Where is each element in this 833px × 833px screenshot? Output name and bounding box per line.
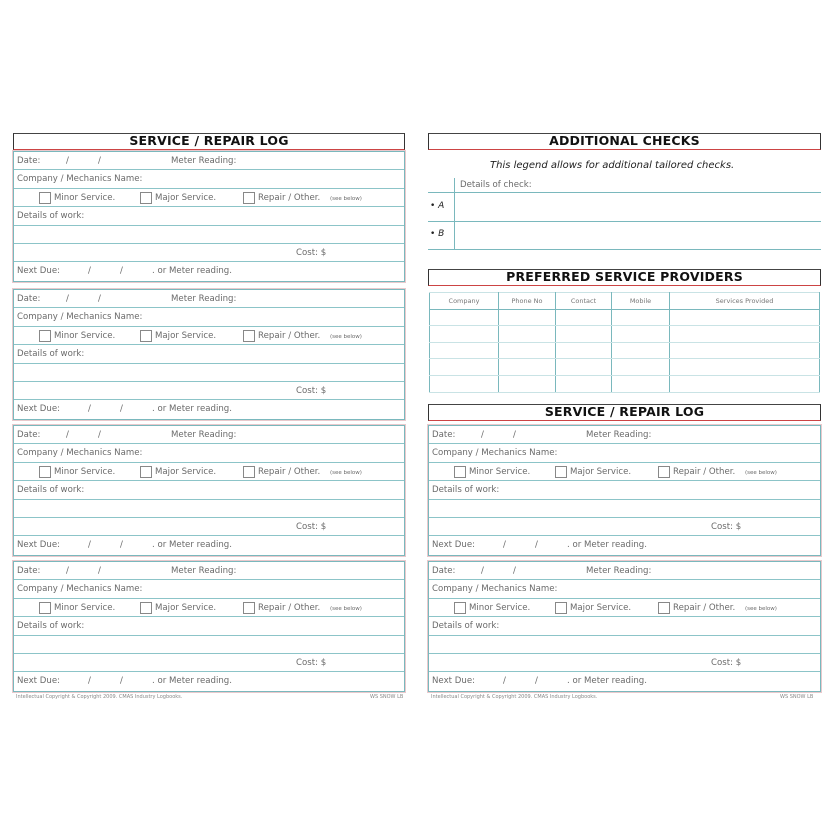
details-line[interactable] xyxy=(429,500,820,518)
major-service-label: Major Service. xyxy=(155,602,217,613)
repair-other-checkbox[interactable] xyxy=(243,466,255,478)
details-row[interactable] xyxy=(14,481,404,499)
provider-cell[interactable] xyxy=(612,309,670,326)
service-log-entry xyxy=(13,151,405,282)
checks-line xyxy=(428,249,821,250)
date-slash: / xyxy=(503,676,506,687)
check-item-a: • A xyxy=(430,201,445,211)
minor-service-label: Minor Service. xyxy=(469,466,531,477)
provider-row xyxy=(430,326,820,343)
check-b-field[interactable] xyxy=(456,222,820,249)
provider-cell[interactable] xyxy=(556,326,612,343)
company-row[interactable] xyxy=(14,308,404,326)
date-slash: / xyxy=(88,540,91,551)
provider-cell[interactable] xyxy=(430,326,499,343)
next-due-label: Next Due: xyxy=(17,540,60,551)
cost-label: Cost: $ xyxy=(296,521,327,532)
provider-cell[interactable] xyxy=(670,359,820,376)
or-meter-reading-label: . or Meter reading. xyxy=(567,540,647,551)
major-service-label: Major Service. xyxy=(155,466,217,477)
company-row[interactable] xyxy=(14,170,404,188)
date-slash: / xyxy=(120,540,123,551)
date-slash: / xyxy=(535,540,538,551)
provider-cell[interactable] xyxy=(499,342,556,359)
provider-cell[interactable] xyxy=(612,375,670,392)
see-below-note: (see below) xyxy=(745,469,777,476)
minor-service-label: Minor Service. xyxy=(54,602,116,613)
meter-reading-label: Meter Reading: xyxy=(586,430,652,440)
service-type-row xyxy=(429,599,820,617)
date-label: Date: xyxy=(432,430,456,440)
date-row[interactable] xyxy=(14,426,404,444)
next-due-row[interactable] xyxy=(14,536,404,554)
date-slash: / xyxy=(120,266,123,277)
details-label: Details of work: xyxy=(17,621,85,632)
details-line[interactable] xyxy=(14,226,404,244)
provider-cell[interactable] xyxy=(612,359,670,376)
check-a-field[interactable] xyxy=(456,193,820,220)
cost-row[interactable] xyxy=(429,654,820,672)
left-service-log-title: SERVICE / REPAIR LOG xyxy=(13,133,405,150)
meter-reading-label: Meter Reading: xyxy=(171,156,237,166)
repair-other-checkbox[interactable] xyxy=(243,192,255,204)
provider-cell[interactable] xyxy=(499,359,556,376)
minor-service-checkbox[interactable] xyxy=(454,466,466,478)
details-line[interactable] xyxy=(14,364,404,382)
date-slash: / xyxy=(120,676,123,687)
provider-row xyxy=(430,342,820,359)
date-slash: / xyxy=(66,566,69,576)
major-service-checkbox[interactable] xyxy=(140,330,152,342)
company-row[interactable] xyxy=(14,444,404,462)
details-line[interactable] xyxy=(14,500,404,518)
service-log-entry xyxy=(13,289,405,420)
date-label: Date: xyxy=(17,430,41,440)
major-service-checkbox[interactable] xyxy=(140,466,152,478)
minor-service-label: Minor Service. xyxy=(469,602,531,613)
major-service-checkbox[interactable] xyxy=(555,466,567,478)
next-due-label: Next Due: xyxy=(17,676,60,687)
see-below-note: (see below) xyxy=(330,333,362,340)
col-contact: Contact xyxy=(556,293,612,310)
providers-title: PREFERRED SERVICE PROVIDERS xyxy=(428,269,821,286)
date-slash: / xyxy=(513,430,516,440)
left-copyright-footer: Intellectual Copyright & Copyright 2009. CMAS Industry Logbooks. xyxy=(16,694,183,700)
or-meter-reading-label: . or Meter reading. xyxy=(152,266,232,277)
meter-reading-label: Meter Reading: xyxy=(586,566,652,576)
checks-divider xyxy=(454,178,455,250)
date-row[interactable] xyxy=(429,562,820,580)
minor-service-checkbox[interactable] xyxy=(39,330,51,342)
company-row[interactable] xyxy=(14,580,404,598)
cost-label: Cost: $ xyxy=(711,657,742,668)
company-row[interactable] xyxy=(429,580,820,598)
date-label: Date: xyxy=(17,294,41,304)
providers-header-row xyxy=(430,293,820,310)
company-label: Company / Mechanics Name: xyxy=(432,584,558,595)
date-slash: / xyxy=(535,676,538,687)
provider-cell[interactable] xyxy=(499,309,556,326)
details-label: Details of work: xyxy=(17,349,85,360)
provider-row xyxy=(430,359,820,376)
cost-row[interactable] xyxy=(14,244,404,262)
date-row[interactable] xyxy=(14,562,404,580)
service-type-row xyxy=(14,327,404,345)
right-service-log-title: SERVICE / REPAIR LOG xyxy=(428,404,821,421)
provider-cell[interactable] xyxy=(670,326,820,343)
company-label: Company / Mechanics Name: xyxy=(17,448,143,459)
details-label: Details of work: xyxy=(432,485,500,496)
cost-row[interactable] xyxy=(429,518,820,536)
or-meter-reading-label: . or Meter reading. xyxy=(152,676,232,687)
col-mobile: Mobile xyxy=(612,293,670,310)
minor-service-checkbox[interactable] xyxy=(39,466,51,478)
date-slash: / xyxy=(88,676,91,687)
details-row[interactable] xyxy=(429,481,820,499)
date-slash: / xyxy=(98,566,101,576)
repair-other-label: Repair / Other. xyxy=(673,602,736,613)
date-slash: / xyxy=(120,404,123,415)
date-slash: / xyxy=(503,540,506,551)
date-slash: / xyxy=(98,294,101,304)
details-of-check-label: Details of check: xyxy=(460,180,532,190)
provider-cell[interactable] xyxy=(612,326,670,343)
provider-cell[interactable] xyxy=(556,375,612,392)
or-meter-reading-label: . or Meter reading. xyxy=(152,540,232,551)
major-service-label: Major Service. xyxy=(570,602,632,613)
date-slash: / xyxy=(88,266,91,277)
date-slash: / xyxy=(66,156,69,166)
minor-service-label: Minor Service. xyxy=(54,192,116,203)
provider-cell[interactable] xyxy=(499,375,556,392)
details-row[interactable] xyxy=(429,617,820,635)
provider-cell[interactable] xyxy=(670,309,820,326)
details-label: Details of work: xyxy=(17,485,85,496)
or-meter-reading-label: . or Meter reading. xyxy=(567,676,647,687)
cost-label: Cost: $ xyxy=(296,657,327,668)
minor-service-checkbox[interactable] xyxy=(39,602,51,614)
major-service-checkbox[interactable] xyxy=(140,192,152,204)
service-log-entry xyxy=(13,561,405,692)
cost-row[interactable] xyxy=(14,518,404,536)
details-label: Details of work: xyxy=(432,621,500,632)
next-due-label: Next Due: xyxy=(432,540,475,551)
provider-cell[interactable] xyxy=(430,309,499,326)
next-due-row[interactable] xyxy=(429,536,820,554)
service-log-entry xyxy=(13,425,405,556)
repair-other-label: Repair / Other. xyxy=(258,466,321,477)
service-type-row xyxy=(14,189,404,207)
date-row[interactable] xyxy=(14,290,404,308)
repair-other-label: Repair / Other. xyxy=(258,602,321,613)
cost-row[interactable] xyxy=(14,382,404,400)
repair-other-label: Repair / Other. xyxy=(258,192,321,203)
minor-service-checkbox[interactable] xyxy=(39,192,51,204)
meter-reading-label: Meter Reading: xyxy=(171,430,237,440)
providers-table xyxy=(429,292,820,393)
meter-reading-label: Meter Reading: xyxy=(171,294,237,304)
provider-cell[interactable] xyxy=(670,342,820,359)
minor-service-label: Minor Service. xyxy=(54,466,116,477)
details-row[interactable] xyxy=(14,617,404,635)
company-label: Company / Mechanics Name: xyxy=(432,448,558,459)
col-services: Services Provided xyxy=(670,293,820,310)
date-slash: / xyxy=(88,404,91,415)
provider-cell[interactable] xyxy=(556,359,612,376)
service-type-row xyxy=(14,599,404,617)
next-due-row[interactable] xyxy=(14,672,404,690)
provider-cell[interactable] xyxy=(430,359,499,376)
repair-other-checkbox[interactable] xyxy=(658,602,670,614)
service-log-entry xyxy=(428,425,821,556)
repair-other-checkbox[interactable] xyxy=(658,466,670,478)
check-item-b: • B xyxy=(430,229,445,239)
next-due-row[interactable] xyxy=(14,400,404,418)
col-company: Company xyxy=(430,293,499,310)
details-line[interactable] xyxy=(429,636,820,654)
provider-row xyxy=(430,375,820,392)
date-slash: / xyxy=(481,566,484,576)
provider-cell[interactable] xyxy=(499,326,556,343)
additional-checks-legend: This legend allows for additional tailored checks. xyxy=(490,160,735,171)
next-due-row[interactable] xyxy=(14,262,404,280)
next-due-label: Next Due: xyxy=(17,266,60,277)
next-due-row[interactable] xyxy=(429,672,820,690)
next-due-label: Next Due: xyxy=(17,404,60,415)
service-type-row xyxy=(14,463,404,481)
repair-other-checkbox[interactable] xyxy=(243,330,255,342)
cost-label: Cost: $ xyxy=(296,247,327,258)
repair-other-checkbox[interactable] xyxy=(243,602,255,614)
major-service-label: Major Service. xyxy=(570,466,632,477)
cost-row[interactable] xyxy=(14,654,404,672)
company-label: Company / Mechanics Name: xyxy=(17,312,143,323)
major-service-label: Major Service. xyxy=(155,192,217,203)
date-label: Date: xyxy=(432,566,456,576)
date-slash: / xyxy=(513,566,516,576)
date-row[interactable] xyxy=(429,426,820,444)
major-service-checkbox[interactable] xyxy=(140,602,152,614)
cost-label: Cost: $ xyxy=(711,521,742,532)
col-phone: Phone No xyxy=(499,293,556,310)
minor-service-label: Minor Service. xyxy=(54,330,116,341)
provider-cell[interactable] xyxy=(612,342,670,359)
company-label: Company / Mechanics Name: xyxy=(17,584,143,595)
or-meter-reading-label: . or Meter reading. xyxy=(152,404,232,415)
company-label: Company / Mechanics Name: xyxy=(17,174,143,185)
provider-cell[interactable] xyxy=(430,342,499,359)
details-row[interactable] xyxy=(14,345,404,363)
cost-label: Cost: $ xyxy=(296,385,327,396)
meter-reading-label: Meter Reading: xyxy=(171,566,237,576)
date-row[interactable] xyxy=(14,152,404,170)
see-below-note: (see below) xyxy=(745,605,777,612)
date-label: Date: xyxy=(17,156,41,166)
service-type-row xyxy=(429,463,820,481)
date-slash: / xyxy=(66,430,69,440)
provider-cell[interactable] xyxy=(430,375,499,392)
additional-checks-title: ADDITIONAL CHECKS xyxy=(428,133,821,150)
major-service-checkbox[interactable] xyxy=(555,602,567,614)
date-slash: / xyxy=(481,430,484,440)
right-form-code: WS SNOW LB xyxy=(780,694,814,700)
company-row[interactable] xyxy=(429,444,820,462)
see-below-note: (see below) xyxy=(330,469,362,476)
date-slash: / xyxy=(98,156,101,166)
date-slash: / xyxy=(66,294,69,304)
date-label: Date: xyxy=(17,566,41,576)
details-row[interactable] xyxy=(14,207,404,225)
repair-other-label: Repair / Other. xyxy=(258,330,321,341)
date-slash: / xyxy=(98,430,101,440)
next-due-label: Next Due: xyxy=(432,676,475,687)
provider-row xyxy=(430,309,820,326)
provider-cell[interactable] xyxy=(670,375,820,392)
provider-cell[interactable] xyxy=(556,309,612,326)
details-line[interactable] xyxy=(14,636,404,654)
service-log-entry xyxy=(428,561,821,692)
left-form-code: WS SNOW LB xyxy=(370,694,404,700)
see-below-note: (see below) xyxy=(330,605,362,612)
provider-cell[interactable] xyxy=(556,342,612,359)
major-service-label: Major Service. xyxy=(155,330,217,341)
right-copyright-footer: Intellectual Copyright & Copyright 2009. CMAS Industry Logbooks. xyxy=(431,694,598,700)
see-below-note: (see below) xyxy=(330,195,362,202)
repair-other-label: Repair / Other. xyxy=(673,466,736,477)
minor-service-checkbox[interactable] xyxy=(454,602,466,614)
details-label: Details of work: xyxy=(17,211,85,222)
